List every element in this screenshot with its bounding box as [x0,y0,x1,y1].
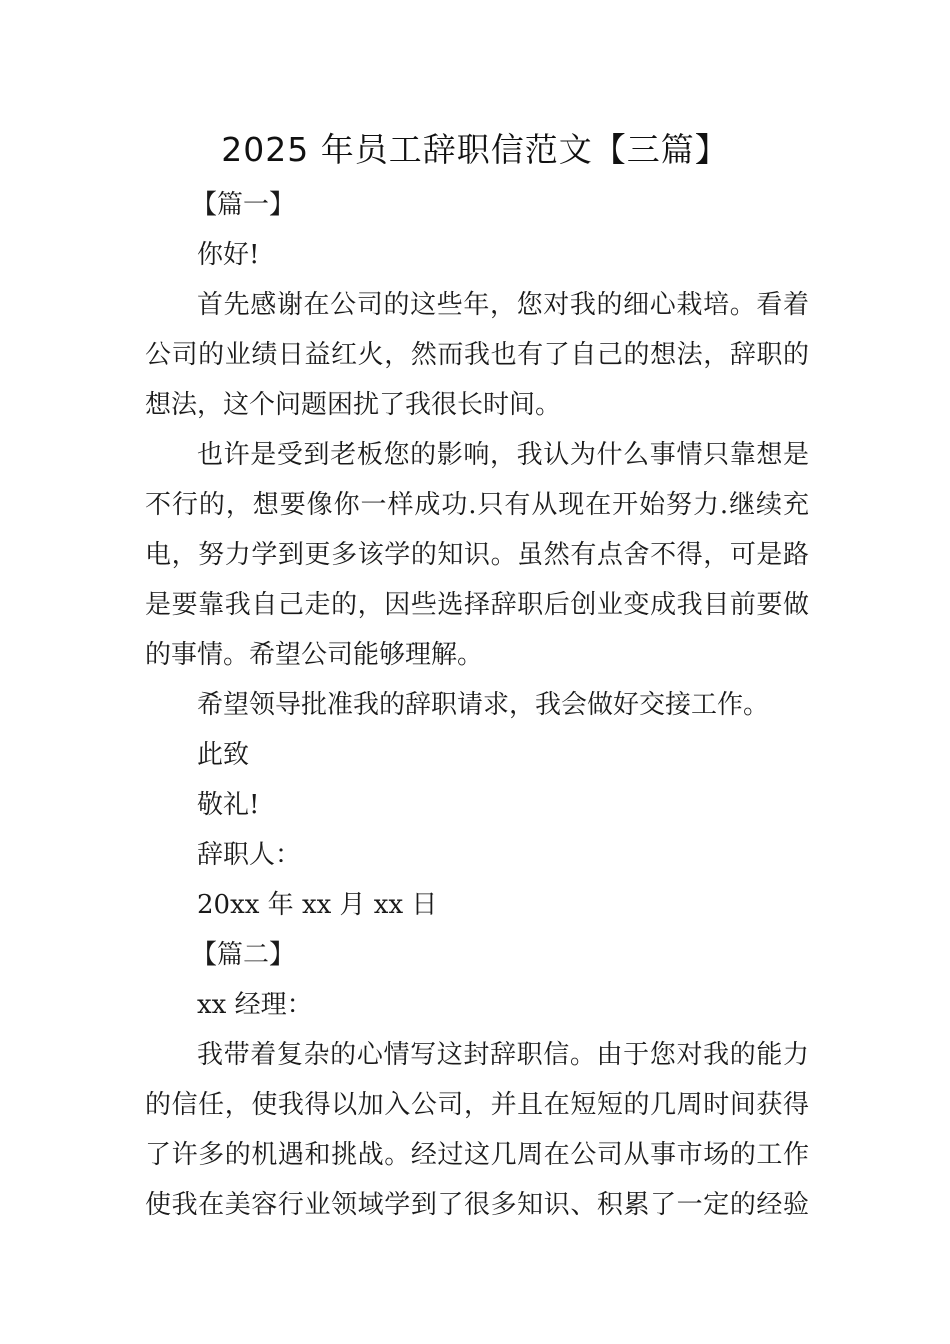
paragraph-line: 的事情。希望公司能够理解。 [145,640,484,670]
greeting: xx 经理： [197,990,313,1020]
paragraph-line: 公司的业绩日益红火，然而我也有了自己的想法，辞职的 [145,340,809,370]
paragraph-line: 的信任，使我得以加入公司，并且在短短的几周时间获得 [145,1090,809,1120]
paragraph-line: 使我在美容行业领域学到了很多知识、积累了一定的经验 [145,1190,809,1220]
closing-salute: 敬礼! [197,790,260,820]
paragraph-line: 想法，这个问题困扰了我很长时间。 [145,390,562,420]
paragraph-line: 电，努力学到更多该学的知识。虽然有点舍不得，可是路 [145,540,809,570]
paragraph-line: 我带着复杂的心情写这封辞职信。由于您对我的能力 [197,1040,809,1070]
document-body [145,180,809,1230]
section-heading: 【篇一】 [191,190,296,220]
greeting: 你好! [197,240,260,270]
paragraph-line: 希望领导批准我的辞职请求，我会做好交接工作。 [197,690,770,720]
paragraph-line: 不行的，想要像你一样成功.只有从现在开始努力.继续充 [145,490,809,520]
paragraph-line: 是要靠我自己走的，因些选择辞职后创业变成我目前要做 [145,590,809,620]
closing-line: 此致 [197,740,250,770]
signature-label: 辞职人： [197,840,302,870]
paragraph-line: 了许多的机遇和挑战。经过这几周在公司从事市场的工作 [145,1140,809,1170]
paragraph-line: 首先感谢在公司的这些年，您对我的细心栽培。看着 [197,290,809,320]
paragraph-line: 也许是受到老板您的影响，我认为什么事情只靠想是 [197,440,809,470]
section-heading: 【篇二】 [191,940,296,970]
document-title: 2025 年员工辞职信范文【三篇】 [221,130,729,169]
date-line: 20xx 年 xx 月 xx 日 [197,890,438,920]
